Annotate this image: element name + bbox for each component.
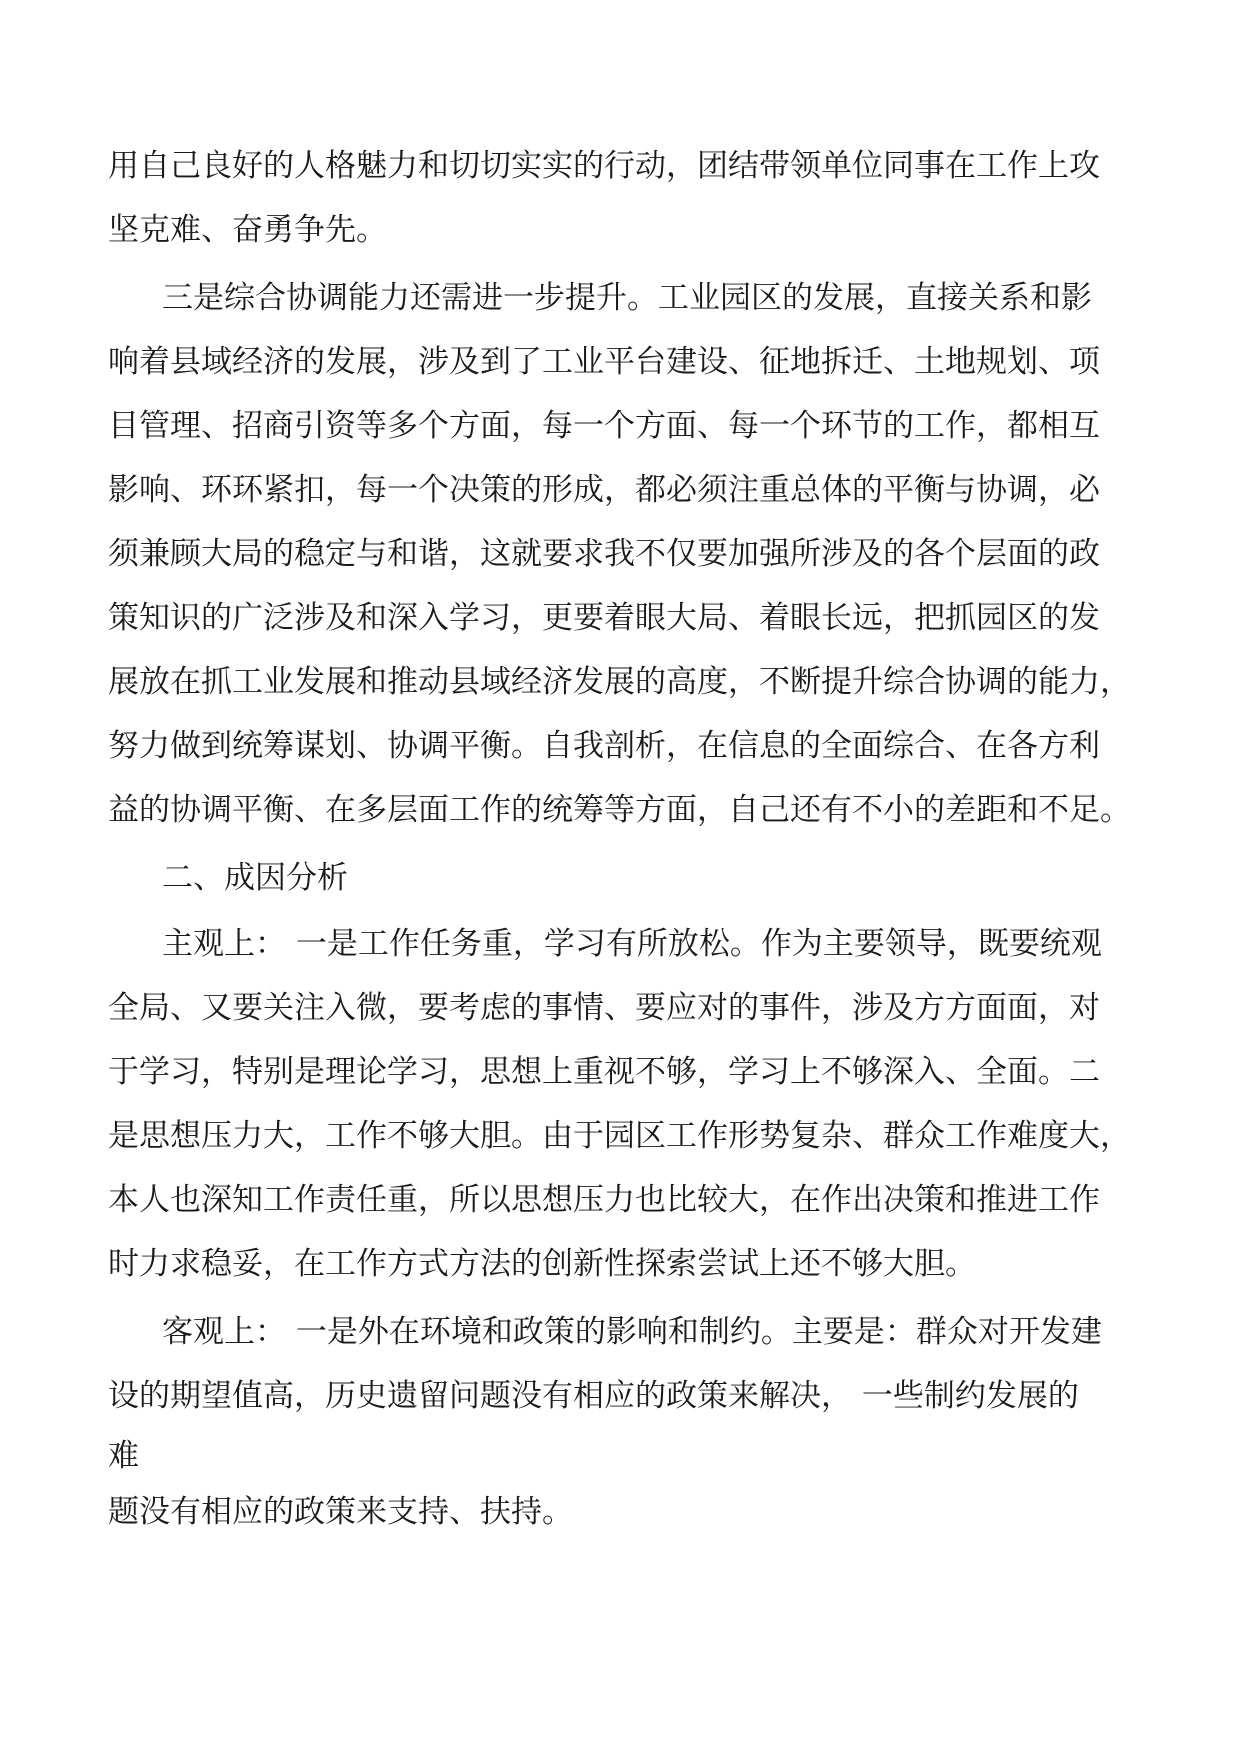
text-line: 策知识的广泛涉及和深入学习，更要着眼大局、着眼长远，把抓园区的发 [108,600,1100,636]
text-line: 努力做到统筹谋划、协调平衡。自我剖析，在信息的全面综合、在各方利 [108,728,1100,764]
text-line: 于学习，特别是理论学习，思想上重视不够，学习上不够深入、全面。二 [108,1054,1100,1090]
text-line: 目管理、招商引资等多个方面，每一个方面、每一个环节的工作，都相互 [108,408,1100,444]
text-line: 题没有相应的政策来支持、扶持。 [108,1494,573,1530]
text-line: 用自己良好的人格魅力和切切实实的行动，团结带领单位同事在工作上攻 [108,148,1100,184]
text-line: 客观上： 一是外在环境和政策的影响和制约。主要是：群众对开发建 [162,1314,1102,1350]
text-line: 展放在抓工业发展和推动县域经济发展的高度，不断提升综合协调的能力， [108,664,1131,700]
text-line: 主观上： 一是工作任务重，学习有所放松。作为主要领导，既要统观 [162,926,1102,962]
text-line: 全局、又要关注入微，要考虑的事情、要应对的事件，涉及方方面面，对 [108,990,1100,1026]
text-line: 坚克难、奋勇争先。 [108,212,387,248]
text-line: 影响、环环紧扣，每一个决策的形成，都必须注重总体的平衡与协调，必 [108,472,1100,508]
text-line: 时力求稳妥，在工作方式方法的创新性探索尝试上还不够大胆。 [108,1246,976,1282]
text-line: 本人也深知工作责任重，所以思想压力也比较大，在作出决策和推进工作 [108,1182,1100,1218]
text-line: 三是综合协调能力还需进一步提升。工业园区的发展，直接关系和影 [162,280,1092,316]
text-line: 设的期望值高，历史遗留问题没有相应的政策来解决， 一些制约发展的 [108,1378,1079,1414]
text-line: 益的协调平衡、在多层面工作的统筹等方面，自己还有不小的差距和不足。 [108,792,1131,828]
text-line: 响着县域经济的发展，涉及到了工业平台建设、征地拆迁、土地规划、项 [108,344,1100,380]
section-heading: 二、成因分析 [162,860,348,896]
text-line: 须兼顾大局的稳定与和谐，这就要求我不仅要加强所涉及的各个层面的政 [108,536,1100,572]
text-line: 是思想压力大，工作不够大胆。由于园区工作形势复杂、群众工作难度大， [108,1118,1131,1154]
text-line: 难 [108,1438,139,1474]
